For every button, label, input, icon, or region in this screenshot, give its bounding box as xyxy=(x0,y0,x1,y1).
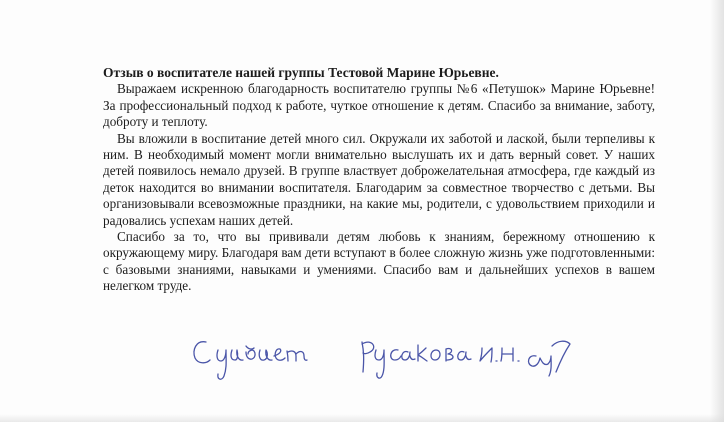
paragraph-care: Вы вложили в воспитание детей много сил. Окружали их заботой и лаской, были терпеливы к ним. В необходимый момент могли внимательно выслушать их и дать верный совет. У наших детей появилось немало друзей. В группе властвует доброжелательная атмосфера, где каждый из деток находится во внимании воспитателя. Благодарим за совместное творчество с детьми. Вы организовывали всевозможные праздники, на какие мы, родители, с удовольствием приходили и радовались успехам наших детей. xyxy=(103,130,655,228)
paragraph-gratitude: Выражаем искренною благодарность воспитателю группы №6 «Петушок» Марине Юрьевне! За профессиональный подход к работе, чуткое отношение к детям. Спасибо за внимание, заботу, доброту и теплоту. xyxy=(103,81,655,130)
paragraph-thanks: Спасибо за то, что вы прививали детям любовь к знаниям, бережному отношению к окружающему миру. Благодаря вам дети вступают в более сложную жизнь уже подготовленными: с базовыми знаниями, навыками и умениями. Спасибо вам и дальнейших успехов в вашем нелегком труде. xyxy=(103,229,655,294)
handwritten-signature xyxy=(186,326,586,396)
scan-edge-shadow-right xyxy=(710,0,724,422)
letter-body xyxy=(103,65,655,295)
scan-edge-shadow-bottom xyxy=(0,414,724,422)
document-title: Отзыв о воспитателе нашей группы Тестовой Марине Юрьевне. xyxy=(103,65,499,80)
